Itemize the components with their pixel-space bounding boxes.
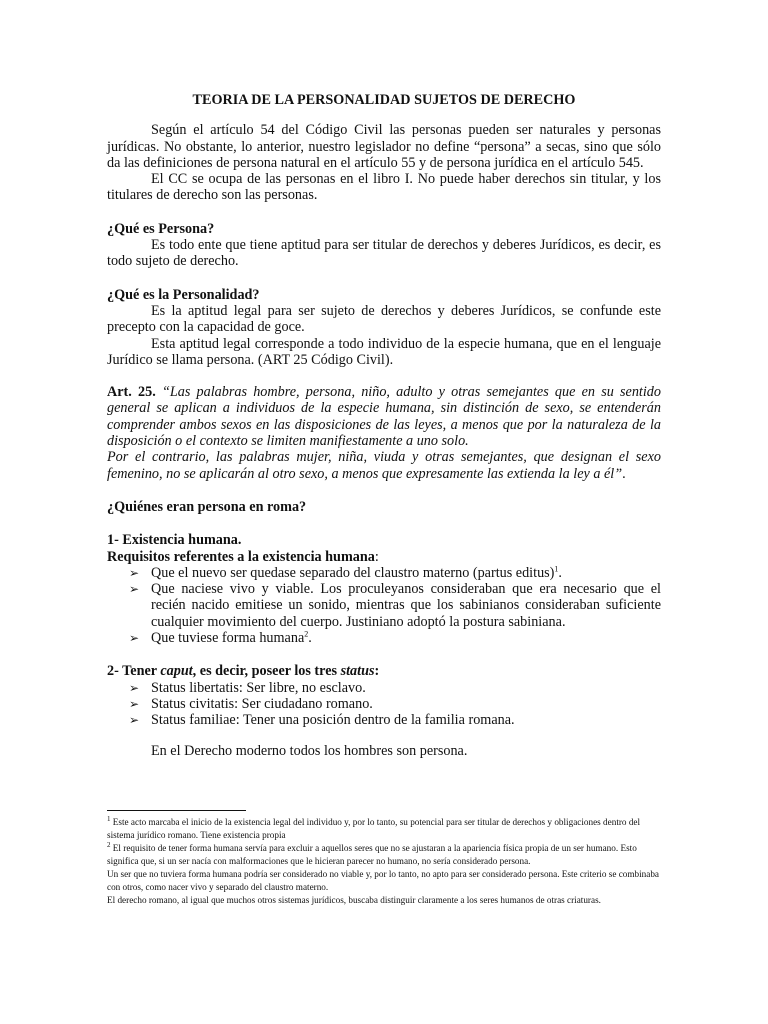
footnote-text: El requisito de tener forma humana servía para excluir a aquellos seres que no se ajustaran a la apariencia física propia de un ser humano. Esto significa que, si un ser nacía con malformaciones que le hicieran parecer no humano, no sería considerado persona. — [107, 843, 637, 866]
requisitos-subheading — [107, 549, 661, 565]
arrow-bullet-icon: ➢ — [129, 696, 140, 711]
list-item-text: Que tuviese forma humana — [151, 630, 305, 647]
article-quote-1: “Las palabras hombre, persona, niño, adulto y otras semejantes que en su sentido general se aplican a individuos de la especie humana, sin distinción de sexo, se entenderán comprender ambos sexos en las disposiciones de las leyes, a menos que por la naturaleza de la disposición o el contexto se limiten manifiestamente a uno solo. — [107, 384, 661, 450]
personalidad-definition-2: Esta aptitud legal corresponde a todo individuo de la especie humana, que en el lenguaje Jurídico se llama persona. (ART 25 Código Civil). — [107, 335, 661, 368]
footnote-2-continued: El derecho romano, al igual que muchos otros sistemas jurídicos, buscaba distinguir claramente a los seres humanos de otras criaturas. — [107, 895, 601, 905]
list-item-end: . — [558, 564, 562, 581]
arrow-bullet-icon: ➢ — [129, 565, 140, 580]
footnotes — [107, 816, 661, 907]
article-quote-2: Por el contrario, las palabras mujer, niña, viuda y otras semejantes, que designan el sexo femenino, no se aplicarán al otro sexo, a menos que expresamente las extienda la ley a él” — [107, 449, 661, 482]
article-quote-2-end: . — [622, 465, 626, 482]
footnote-separator — [107, 810, 246, 811]
status-list — [107, 680, 661, 729]
footnote-number: 1 — [107, 814, 111, 823]
list-item-text: Status libertatis: Ser libre, no esclavo. — [151, 679, 366, 696]
list-item — [107, 565, 661, 581]
requisitos-colon: : — [374, 548, 379, 565]
footnote-text: Este acto marcaba el inicio de la existencia legal del individuo y, por lo tanto, su potencial para ser titular de derechos y obligaciones dentro del sistema jurídico romano. Tiene existencia propia — [107, 817, 641, 840]
list-item-text: Que el nuevo ser quedase separado del claustro materno (partus editus) — [151, 564, 555, 581]
arrow-bullet-icon: ➢ — [129, 680, 140, 695]
document-body — [107, 92, 661, 759]
caput-heading-italic: status — [340, 663, 375, 680]
list-item — [107, 581, 661, 630]
arrow-bullet-icon: ➢ — [129, 713, 140, 728]
closing-paragraph: En el Derecho moderno todos los hombres son persona. — [151, 742, 468, 759]
arrow-bullet-icon: ➢ — [129, 582, 140, 597]
caput-heading-part: , es decir, poseer los tres — [192, 663, 341, 680]
arrow-bullet-icon: ➢ — [129, 631, 140, 646]
heading-quienes-persona-roma: ¿Quiénes eran persona en roma? — [107, 498, 307, 515]
heading-que-es-personalidad: ¿Qué es la Personalidad? — [107, 286, 260, 303]
existencia-requirements-list — [107, 565, 661, 646]
list-item — [107, 680, 661, 696]
intro-paragraph-2: El CC se ocupa de las personas en el libro I. No puede haber derechos sin titular, y los titulares de derecho son las personas. — [107, 171, 661, 204]
persona-definition: Es todo ente que tiene aptitud para ser titular de derechos y deberes Jurídicos, es decir, es todo sujeto de derecho. — [107, 237, 661, 270]
list-item-text: Que naciese vivo y viable. Los proculeyanos consideraban que era necesario que el recién nacido emitiese un sonido, mientras que los sabinianos consideraban suficiente cualquier movimiento del cuerpo. Justiniano adoptó la postura sabiniana. — [151, 581, 661, 630]
intro-paragraph-1: Según el artículo 54 del Código Civil las personas pueden ser naturales y personas jurídicas. No obstante, lo anterior, nuestro legislador no define “persona” a secas, sino que sólo da las definiciones de persona natural en el artículo 55 y de persona jurídica en el artículo 545. — [107, 122, 661, 171]
list-item-text: Status familiae: Tener una posición dentro de la familia romana. — [151, 712, 515, 729]
heading-tener-caput — [107, 663, 661, 679]
list-item — [107, 630, 661, 646]
footnote-ref-2[interactable]: 2 — [304, 629, 309, 639]
list-item-text: Status civitatis: Ser ciudadano romano. — [151, 695, 373, 712]
footnote-number: 2 — [107, 840, 111, 849]
footnote-1 — [107, 816, 661, 842]
caput-heading-part: 2- Tener — [107, 663, 161, 680]
requisitos-subheading-text: Requisitos referentes a la existencia humana — [107, 548, 375, 565]
article-label: Art. 25. — [107, 384, 156, 401]
article-25-paragraph-2 — [107, 449, 661, 482]
list-item — [107, 696, 661, 712]
footnote-2-continued: Un ser que no tuviera forma humana podría ser considerado no viable y, por lo tanto, no apto para ser considerado persona. Este criterio se combinaba con otros, como nacer vivo y separado del claustro materno. — [107, 869, 659, 892]
heading-que-es-persona: ¿Qué es Persona? — [107, 220, 215, 237]
list-item — [107, 712, 661, 728]
footnote-ref-1[interactable]: 1 — [554, 564, 559, 574]
document-title: TEORIA DE LA PERSONALIDAD SUJETOS DE DERECHO — [192, 92, 576, 108]
personalidad-definition-1: Es la aptitud legal para ser sujeto de derechos y deberes Jurídicos, se confunde este precepto con la capacidad de goce. — [107, 302, 661, 336]
caput-heading-part: : — [374, 663, 380, 680]
article-25-paragraph — [107, 384, 661, 449]
list-item-end: . — [308, 630, 312, 647]
heading-existencia-humana: 1- Existencia humana. — [107, 532, 242, 549]
footnote-2 — [107, 842, 661, 868]
caput-heading-italic: caput — [160, 663, 193, 680]
